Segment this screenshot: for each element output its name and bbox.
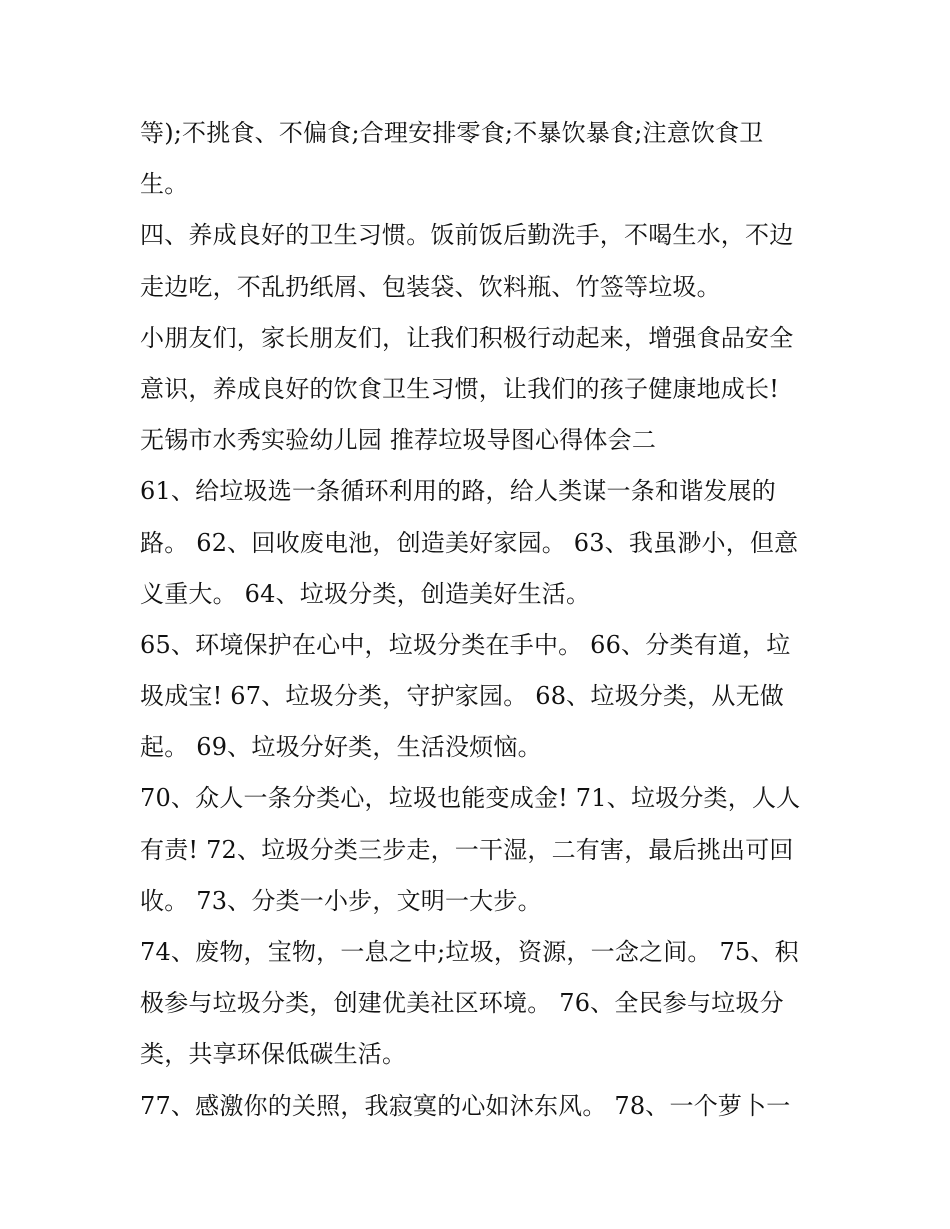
text-line: 61、给垃圾选一条循环利用的路，给人类谋一条和谐发展的 bbox=[140, 477, 776, 506]
text-line: 起。 69、垃圾分好类，生活没烦恼。 bbox=[140, 733, 542, 762]
text-line: 65、环境保护在心中，垃圾分类在手中。 66、分类有道，垃 bbox=[140, 630, 791, 659]
text-line: 走边吃，不乱扔纸屑、包装袋、饮料瓶、竹签等垃圾。 bbox=[140, 272, 721, 301]
section-heading: 无锡市水秀实验幼儿园 推荐垃圾导图心得体会二 bbox=[140, 426, 657, 455]
text-line: 意识，养成良好的饮食卫生习惯，让我们的孩子健康地成长! bbox=[140, 374, 780, 403]
text-line: 有责! 72、垃圾分类三步走，一干湿，二有害，最后挑出可回 bbox=[140, 835, 794, 864]
text-line: 类，共享环保低碳生活。 bbox=[140, 1040, 407, 1069]
text-line: 义重大。 64、垃圾分类，创造美好生活。 bbox=[140, 579, 591, 608]
text-line: 收。 73、分类一小步，文明一大步。 bbox=[140, 886, 542, 915]
text-line: 74、废物，宝物，一息之中;垃圾，资源，一念之间。 75、积 bbox=[140, 938, 799, 966]
text-line: 圾成宝! 67、垃圾分类，守护家园。 68、垃圾分类，从无做 bbox=[140, 682, 784, 711]
text-line: 等);不挑食、不偏食;合理安排零食;不暴饮暴食;注意饮食卫 bbox=[140, 119, 764, 147]
text-line: 极参与垃圾分类，创建优美社区环境。 76、全民参与垃圾分 bbox=[140, 989, 784, 1018]
text-line: 77、感激你的关照，我寂寞的心如沐东风。 78、一个萝卜一 bbox=[140, 1091, 791, 1120]
text-line: 路。 62、回收废电池，创造美好家园。 63、我虽渺小，但意 bbox=[140, 528, 799, 557]
text-line: 四、养成良好的卫生习惯。饭前饭后勤洗手，不喝生水，不边 bbox=[140, 221, 794, 250]
text-line: 生。 bbox=[140, 170, 189, 199]
document-body bbox=[140, 108, 830, 1132]
text-line: 70、众人一条分类心，垃圾也能变成金! 71、垃圾分类，人人 bbox=[140, 784, 801, 813]
text-line: 小朋友们，家长朋友们，让我们积极行动起来，增强食品安全 bbox=[140, 323, 794, 352]
